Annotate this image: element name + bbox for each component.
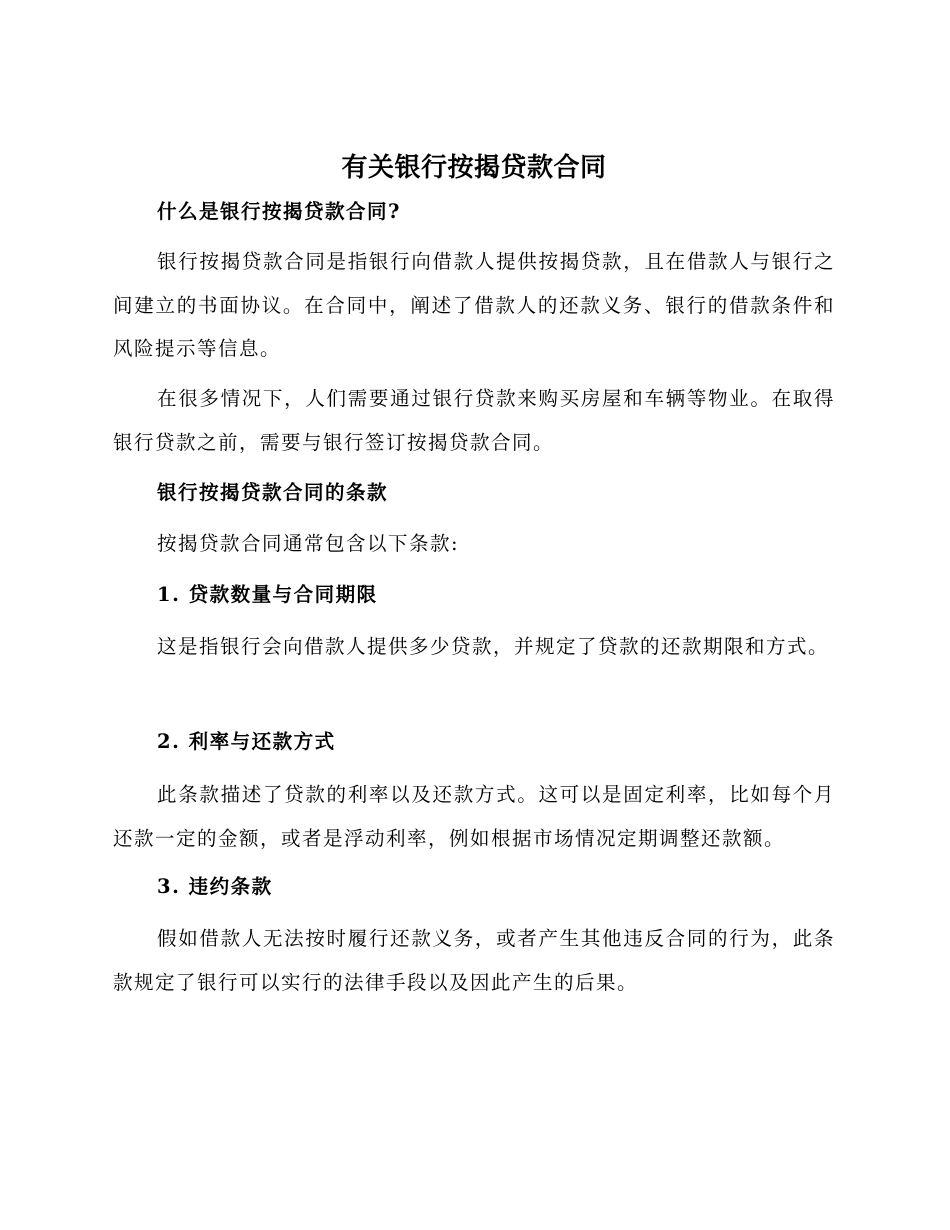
clause-2-heading: 2. 利率与还款方式: [157, 730, 336, 753]
paragraph-clauses-intro: 按揭贷款合同通常包含以下条款:: [157, 532, 460, 555]
section-heading-clauses: 银行按揭贷款合同的条款: [157, 481, 389, 504]
question-heading: 什么是银行按揭贷款合同?: [157, 200, 401, 223]
clause-2-text: 此条款描述了贷款的利率以及还款方式。这可以是固定利率，比如每个月还款一定的金额，或者是浮动利率，例如根据市场情况定期调整还款额。: [113, 783, 835, 850]
clause-3-heading: 3. 违约条款: [157, 875, 273, 898]
paragraph-definition: 银行按揭贷款合同是指银行向借款人提供按揭贷款，且在借款人与银行之间建立的书面协议。在合同中，阐述了借款人的还款义务、银行的借款条件和风险提示等信息。: [113, 250, 835, 360]
clause-3-text: 假如借款人无法按时履行还款义务，或者产生其他违反合同的行为，此条款规定了银行可以实行的法律手段以及因此产生的后果。: [113, 927, 835, 994]
clause-1-heading: 1. 贷款数量与合同期限: [157, 583, 378, 606]
paragraph-context: 在很多情况下，人们需要通过银行贷款来购买房屋和车辆等物业。在取得银行贷款之前，需要与银行签订按揭贷款合同。: [113, 387, 835, 454]
clause-1-text: 这是指银行会向借款人提供多少贷款，并规定了贷款的还款期限和方式。: [157, 635, 830, 658]
document-title: 有关银行按揭贷款合同: [341, 153, 607, 183]
